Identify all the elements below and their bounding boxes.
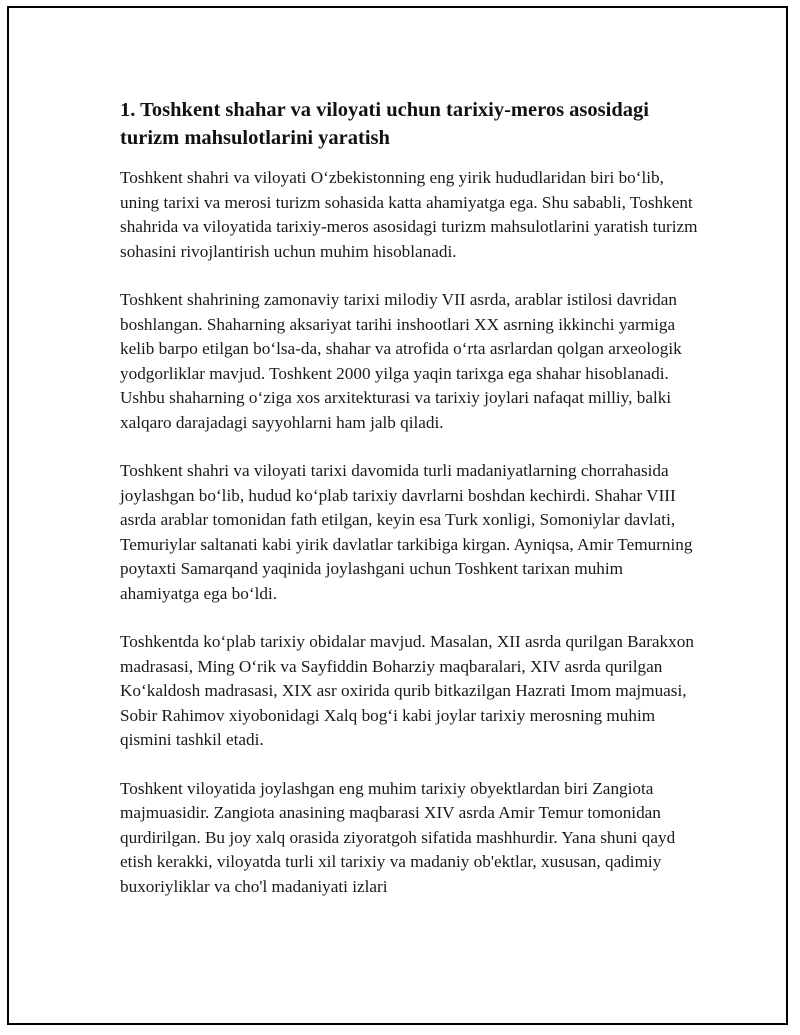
document-page bbox=[7, 6, 788, 1025]
paragraph-1: Toshkent shahri va viloyati O‘zbekistonning eng yirik hududlaridan biri bo‘lib, uning tarixi va merosi turizm sohasida katta ahamiyatga ega. Shu sababli, Toshkent shahrida va viloyatida tarixiy-meros asosidagi turizm mahsulotlarini yaratish turizm sohasini rivojlantirish uchun muhim hisoblanadi. bbox=[120, 168, 698, 261]
paragraph-4: Toshkentda ko‘plab tarixiy obidalar mavjud. Masalan, XII asrda qurilgan Barakxon madrasasi, Ming O‘rik va Sayfiddin Boharziy maqbaralari, XIV asrda qurilgan Ko‘kaldosh madrasasi, XIX asr oxirida qurib bitkazilgan Hazrati Imom majmuasi, Sobir Rahimov xiyobonidagi Xalq bog‘i kabi joylar tarixiy merosning muhim qismini tashkil etadi. bbox=[120, 632, 694, 749]
paragraph-3: Toshkent shahri va viloyati tarixi davomida turli madaniyatlarning chorrahasida joylashgan bo‘lib, hudud ko‘plab tarixiy davrlarni boshdan kechirdi. Shahar VIII asrda arablar tomonidan fath etilgan, keyin esa Turk xonligi, Somoniylar davlati, Temuriylar saltanati kabi yirik davlatlar tarkibiga kirgan. Ayniqsa, Amir Temurning poytaxti Samarqand yaqinida joylashgani uchun Toshkent tarixan muhim ahamiyatga ega bo‘ldi. bbox=[120, 461, 693, 603]
paragraph-5: Toshkent viloyatida joylashgan eng muhim tarixiy obyektlardan biri Zangiota majmuasidir. Zangiota anasining maqbarasi XIV asrda Amir Temur tomonidan qurdirilgan. Bu joy xalq orasida ziyoratgoh sifatida mashhurdir. Yana shuni qayd etish kerakki, viloyatda turli xil tarixiy va madaniy ob'ektlar, xususan, qadimiy buxoriyliklar va cho'l madaniyati izlari bbox=[120, 778, 676, 896]
document-title: 1. Toshkent shahar va viloyati uchun tarixiy-meros asosidagi turizm mahsulotlarini yaratish bbox=[120, 99, 649, 149]
document-content bbox=[120, 96, 700, 923]
paragraph-2: Toshkent shahrining zamonaviy tarixi milodiy VII asrda, arablar istilosi davridan boshlangan. Shaharning aksariyat tarihi inshootlari XX asrning ikkinchi yarmiga kelib barpo etilgan bo‘lsa-da, shahar va atrofida o‘rta asrlardan qolgan arxeologik yodgorliklar mavjud. Toshkent 2000 yilga yaqin tarixga ega shahar hisoblanadi. Ushbu shaharning o‘ziga xos arxitekturasi va tarixiy joylari nafaqat milliy, balki xalqaro darajadagi sayyohlarni ham jalb qiladi. bbox=[120, 290, 682, 432]
